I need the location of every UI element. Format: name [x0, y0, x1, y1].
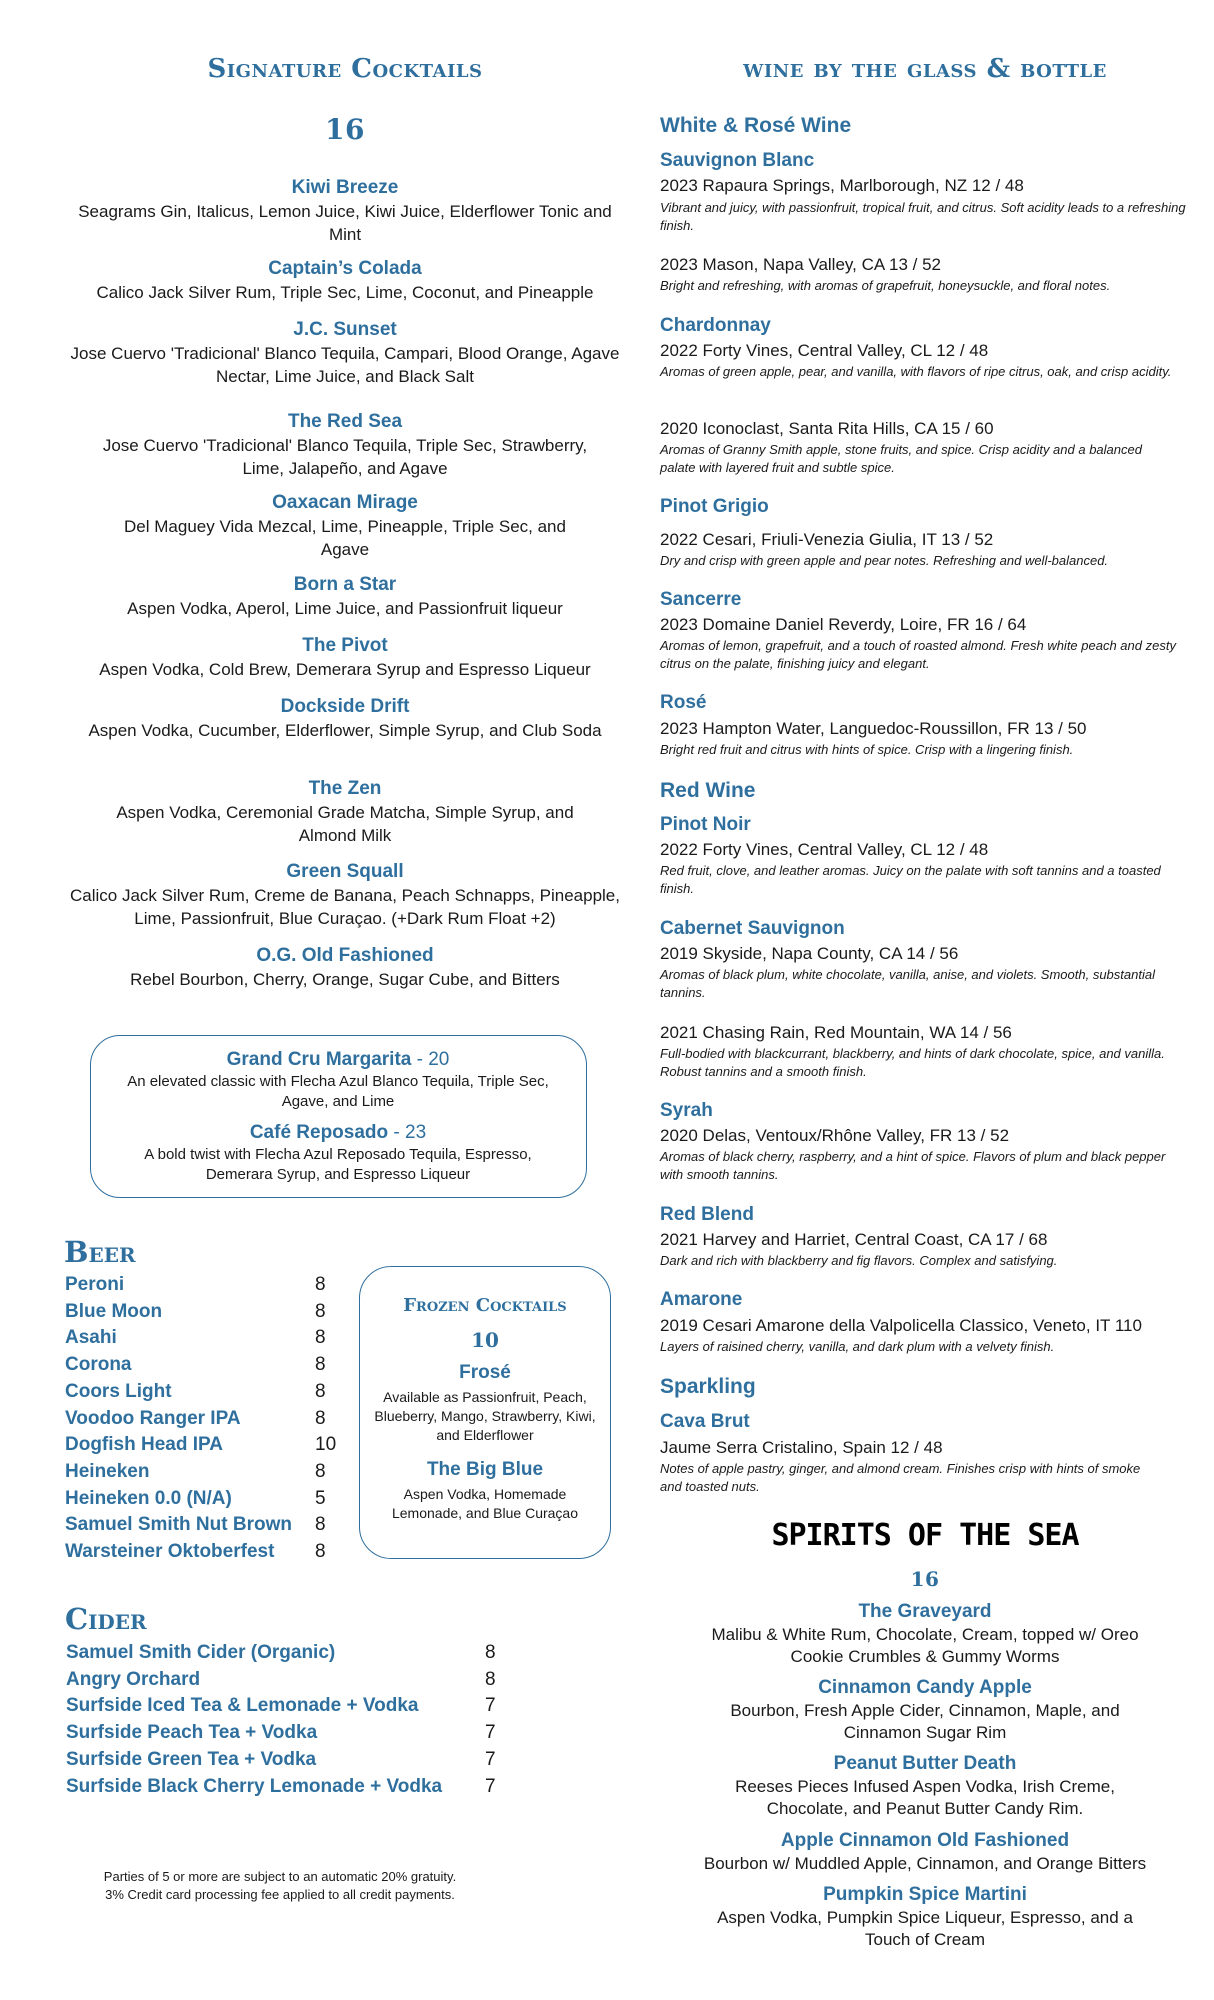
cider-title: Cider — [65, 1602, 147, 1636]
white-wine-heading: White & Rosé Wine — [660, 114, 852, 137]
cider-name: Surfside Green Tea + Vodka — [66, 1748, 317, 1770]
cocktail-item — [60, 318, 630, 388]
list-item — [65, 1325, 345, 1352]
spirits-price: 16 — [910, 1567, 940, 1591]
wine-title: wine by the glass & bottle — [743, 54, 1107, 84]
wine-note: Bright red fruit and citrus with hints of spice. Crisp with a lingering finish. — [660, 742, 1074, 757]
wine-line: 2019 Cesari Amarone della Valpolicella Classico, Veneto, IT 110 — [660, 1316, 1142, 1335]
wine-line: 2022 Cesari, Friuli-Venezia Giulia, IT 13 / 52 — [660, 530, 994, 549]
wine-variety: Red Blend — [660, 1204, 754, 1225]
cider-price: 7 — [485, 1695, 496, 1717]
beer-title: Beer — [64, 1235, 136, 1269]
beer-name: Voodoo Ranger IPA — [65, 1407, 241, 1429]
beer-price: 8 — [315, 1274, 326, 1295]
spirit-desc: Bourbon w/ Muddled Apple, Cinnamon, and Orange Bitters — [703, 1854, 1147, 1873]
spirit-item — [660, 1883, 1190, 1951]
cider-name: Surfside Iced Tea & Lemonade + Vodka — [66, 1695, 419, 1717]
premium-desc: A bold twist with Flecha Azul Reposado Tequila, Espresso, Demerara Syrup, and Espresso Liqueur — [144, 1146, 532, 1183]
cocktail-name: O.G. Old Fashioned — [256, 945, 434, 966]
wine-line: Jaume Serra Cristalino, Spain 12 / 48 — [660, 1438, 943, 1457]
wine-note: Notes of apple pastry, ginger, and almond cream. Finishes crisp with hints of smoke and toasted nuts. — [660, 1461, 1141, 1494]
spirit-name: Pumpkin Spice Martini — [823, 1884, 1027, 1905]
wine-variety: Pinot Grigio — [660, 496, 769, 517]
cocktail-item — [60, 944, 630, 991]
wine-line: 2023 Mason, Napa Valley, CA 13 / 52 — [660, 255, 941, 274]
footnote-fee: 3% Credit card processing fee applied to all credit payments. — [105, 1887, 455, 1902]
list-item — [66, 1720, 526, 1747]
cocktail-name: Oaxacan Mirage — [272, 492, 418, 513]
wine-note: Bright and refreshing, with aromas of grapefruit, honeysuckle, and floral notes. — [660, 278, 1111, 293]
cocktail-name: Green Squall — [286, 861, 404, 882]
sparkling-heading: Sparkling — [660, 1375, 756, 1398]
cocktail-desc: Del Maguey Vida Mezcal, Lime, Pineapple, Triple Sec, and Agave — [124, 517, 566, 559]
cider-price: 8 — [485, 1642, 496, 1663]
footnote-gratuity: Parties of 5 or more are subject to an automatic 20% gratuity. — [103, 1869, 457, 1884]
wine-line: 2023 Rapaura Springs, Marlborough, NZ 12 / 48 — [660, 176, 1024, 195]
beer-name: Heineken 0.0 (N/A) — [65, 1487, 232, 1509]
cocktail-name: J.C. Sunset — [293, 319, 397, 340]
cocktail-desc: Jose Cuervo 'Tradicional' Blanco Tequila, Triple Sec, Strawberry, Lime, Jalapeño, and Agave — [102, 436, 588, 478]
wine-line: 2021 Harvey and Harriet, Central Coast, CA 17 / 68 — [660, 1230, 1048, 1249]
cocktail-name: Kiwi Breeze — [291, 177, 399, 198]
premium-cocktails-box — [90, 1035, 587, 1198]
cocktail-desc: Seagrams Gin, Italicus, Lemon Juice, Kiwi Juice, Elderflower Tonic and Mint — [78, 202, 612, 244]
list-item — [65, 1352, 345, 1379]
beer-price: 8 — [315, 1514, 326, 1536]
beer-price: 8 — [315, 1300, 326, 1322]
list-item — [65, 1486, 345, 1513]
cocktail-desc: Jose Cuervo 'Tradicional' Blanco Tequila, Campari, Blood Orange, Agave Nectar, Lime Juice, and Black Salt — [70, 344, 620, 386]
beer-price: 8 — [315, 1460, 326, 1482]
beer-name: Blue Moon — [65, 1300, 163, 1322]
spirit-item — [660, 1600, 1190, 1668]
wine-line: 2020 Delas, Ventoux/Rhône Valley, FR 13 / 52 — [660, 1126, 1010, 1145]
wine-variety: Cava Brut — [660, 1411, 750, 1432]
frozen-title: Frozen Cocktails — [403, 1295, 567, 1316]
spirit-name: Apple Cinnamon Old Fashioned — [780, 1830, 1070, 1851]
wine-note: Aromas of black plum, white chocolate, vanilla, anise, and violets. Smooth, substantial tannins. — [660, 967, 1155, 1000]
cider-name: Samuel Smith Cider (Organic) — [66, 1642, 336, 1663]
beer-price: 5 — [315, 1487, 326, 1509]
cocktail-item — [60, 634, 630, 681]
list-item — [66, 1774, 526, 1801]
spirit-name: Cinnamon Candy Apple — [818, 1677, 1032, 1698]
cider-list — [66, 1640, 526, 1800]
beer-name: Corona — [65, 1354, 132, 1376]
cocktail-name: The Pivot — [302, 635, 388, 656]
wine-line: 2023 Domaine Daniel Reverdy, Loire, FR 16 / 64 — [660, 615, 1027, 634]
cocktail-item — [60, 176, 630, 246]
beer-name: Heineken — [65, 1460, 150, 1482]
wine-line: 2023 Hampton Water, Languedoc-Roussillon, FR 13 / 50 — [660, 719, 1087, 738]
cocktails-price: 16 — [325, 113, 365, 146]
wine-variety: Sancerre — [660, 589, 742, 610]
beer-price: 8 — [315, 1354, 326, 1376]
red-wine-heading: Red Wine — [660, 779, 756, 802]
premium-item — [91, 1048, 585, 1112]
cocktail-item — [60, 257, 630, 304]
cocktail-item — [60, 573, 630, 620]
spirit-item — [660, 1676, 1190, 1744]
wine-line: 2021 Chasing Rain, Red Mountain, WA 14 / 56 — [660, 1023, 1012, 1042]
premium-name: Grand Cru Margarita — [226, 1049, 412, 1070]
wine-note: Red fruit, clove, and leather aromas. Juicy on the palate with soft tannins and a toasted finish. — [660, 863, 1161, 896]
cocktail-item — [60, 491, 630, 561]
cocktail-item — [60, 410, 630, 480]
premium-name: Café Reposado — [249, 1122, 389, 1143]
premium-desc: An elevated classic with Flecha Azul Blanco Tequila, Triple Sec, Agave, and Lime — [127, 1073, 549, 1110]
footnote — [70, 1868, 490, 1904]
list-item — [65, 1459, 345, 1486]
spirit-desc: Malibu & White Rum, Chocolate, Cream, topped w/ Oreo Cookie Crumbles & Gummy Worms — [711, 1625, 1139, 1666]
wine-note: Dry and crisp with green apple and pear notes. Refreshing and well-balanced. — [660, 553, 1109, 568]
cocktail-desc: Calico Jack Silver Rum, Triple Sec, Lime, Coconut, and Pineapple — [96, 283, 594, 302]
beer-price: 10 — [315, 1434, 337, 1456]
wine-line: 2022 Forty Vines, Central Valley, CL 12 / 48 — [660, 840, 989, 859]
cocktail-item — [60, 695, 630, 742]
list-item — [65, 1379, 345, 1406]
wine-variety: Rosé — [660, 692, 707, 713]
cider-name: Angry Orchard — [66, 1668, 201, 1690]
beer-name: Dogfish Head IPA — [65, 1434, 223, 1456]
cocktail-name: The Zen — [308, 778, 382, 799]
wine-note: Aromas of green apple, pear, and vanilla, with flavors of ripe citrus, oak, and crisp acidity. — [660, 364, 1172, 379]
list-item — [66, 1640, 526, 1667]
wine-variety: Syrah — [660, 1100, 713, 1121]
cider-price: 7 — [485, 1748, 496, 1770]
cider-name: Surfside Black Cherry Lemonade + Vodka — [66, 1775, 443, 1797]
wine-note: Dark and rich with blackberry and fig flavors. Complex and satisfying. — [660, 1253, 1058, 1268]
frozen-item-name: The Big Blue — [426, 1459, 544, 1480]
list-item — [65, 1512, 345, 1539]
beer-name: Warsteiner Oktoberfest — [65, 1541, 275, 1563]
list-item — [65, 1539, 345, 1566]
wine-note: Full-bodied with blackcurrant, blackberry, and hints of dark chocolate, spice, and vanilla. Robust tannins and a smooth finish. — [660, 1046, 1165, 1079]
beer-name: Samuel Smith Nut Brown — [65, 1514, 292, 1536]
cocktail-desc: Aspen Vodka, Cold Brew, Demerara Syrup and Espresso Liqueur — [99, 660, 591, 679]
cocktail-desc: Aspen Vodka, Ceremonial Grade Matcha, Simple Syrup, and Almond Milk — [116, 803, 574, 845]
wine-line: 2022 Forty Vines, Central Valley, CL 12 / 48 — [660, 341, 989, 360]
wine-note: Aromas of lemon, grapefruit, and a touch of roasted almond. Fresh white peach and zesty citrus on the palate, finishing juicy and elegant. — [660, 638, 1176, 671]
cocktail-name: The Red Sea — [287, 411, 403, 432]
list-item — [66, 1667, 526, 1694]
wine-variety: Sauvignon Blanc — [660, 150, 815, 171]
wine-variety: Chardonnay — [660, 315, 771, 336]
beer-name: Coors Light — [65, 1380, 172, 1402]
spirit-desc: Bourbon, Fresh Apple Cider, Cinnamon, Maple, and Cinnamon Sugar Rim — [730, 1701, 1120, 1742]
wine-note: Aromas of Granny Smith apple, stone fruits, and spice. Crisp acidity and a balanced palate with layered fruit and subtle spice. — [660, 442, 1142, 475]
wine-variety: Pinot Noir — [660, 814, 751, 835]
frozen-cocktails-box — [359, 1266, 611, 1559]
wine-variety: Amarone — [660, 1289, 743, 1310]
cocktail-item — [60, 777, 630, 847]
cider-price: 7 — [485, 1775, 496, 1797]
cocktail-desc: Aspen Vodka, Cucumber, Elderflower, Simple Syrup, and Club Soda — [88, 721, 602, 740]
cocktail-name: Born a Star — [293, 574, 397, 595]
list-item — [65, 1406, 345, 1433]
list-item — [65, 1272, 345, 1299]
cider-price: 7 — [485, 1722, 496, 1744]
premium-price: - 20 — [411, 1049, 450, 1070]
frozen-item-desc: Aspen Vodka, Homemade Lemonade, and Blue Curaçao — [391, 1486, 579, 1521]
list-item — [66, 1747, 526, 1774]
frozen-price: 10 — [471, 1328, 499, 1352]
list-item — [65, 1432, 345, 1459]
wine-note: Aromas of black cherry, raspberry, and a hint of spice. Flavors of plum and black pepper with smooth tannins. — [660, 1149, 1166, 1182]
cider-price: 8 — [485, 1668, 496, 1690]
spirit-item — [660, 1752, 1190, 1820]
list-item — [65, 1299, 345, 1326]
beer-name: Peroni — [65, 1274, 125, 1295]
cider-name: Surfside Peach Tea + Vodka — [66, 1722, 318, 1744]
cocktails-title: Signature Cocktails — [207, 54, 483, 84]
cocktail-desc: Calico Jack Silver Rum, Creme de Banana, Peach Schnapps, Pineapple, Lime, Passionfruit, Blue Curaçao. (+Dark Rum Float +2) — [70, 886, 620, 928]
cocktail-name: Dockside Drift — [280, 696, 410, 717]
premium-price: - 23 — [388, 1122, 427, 1143]
wine-line: 2019 Skyside, Napa County, CA 14 / 56 — [660, 944, 959, 963]
beer-list — [65, 1272, 345, 1566]
spirit-desc: Reeses Pieces Infused Aspen Vodka, Irish Creme, Chocolate, and Peanut Butter Candy Rim. — [735, 1777, 1115, 1818]
beer-price: 8 — [315, 1541, 326, 1563]
wine-variety: Cabernet Sauvignon — [660, 918, 845, 939]
spirit-desc: Aspen Vodka, Pumpkin Spice Liqueur, Espresso, and a Touch of Cream — [717, 1908, 1133, 1949]
beer-name: Asahi — [65, 1327, 117, 1349]
beer-price: 8 — [315, 1380, 326, 1402]
wine-line: 2020 Iconoclast, Santa Rita Hills, CA 15 / 60 — [660, 419, 994, 438]
spirits-title: SPIRITS OF THE SEA — [771, 1518, 1079, 1553]
cocktail-desc: Aspen Vodka, Aperol, Lime Juice, and Passionfruit liqueur — [127, 599, 563, 618]
spirit-item — [660, 1829, 1190, 1875]
spirit-name: The Graveyard — [858, 1601, 992, 1622]
cocktail-desc: Rebel Bourbon, Cherry, Orange, Sugar Cube, and Bitters — [130, 970, 560, 989]
frozen-item-name: Frosé — [459, 1362, 511, 1383]
cocktail-item — [60, 860, 630, 930]
wine-note: Vibrant and juicy, with passionfruit, tropical fruit, and citrus. Soft acidity leads to a refreshing finish. — [660, 200, 1186, 233]
beer-price: 8 — [315, 1327, 326, 1349]
list-item — [66, 1693, 526, 1720]
spirit-name: Peanut Butter Death — [833, 1753, 1017, 1774]
beer-price: 8 — [315, 1407, 326, 1429]
premium-item — [91, 1121, 585, 1185]
frozen-item-desc: Available as Passionfruit, Peach, Blueberry, Mango, Strawberry, Kiwi, and Elderflower — [374, 1389, 596, 1443]
wine-note: Layers of raisined cherry, vanilla, and dark plum with a velvety finish. — [660, 1339, 1055, 1354]
cocktail-name: Captain’s Colada — [268, 258, 422, 279]
